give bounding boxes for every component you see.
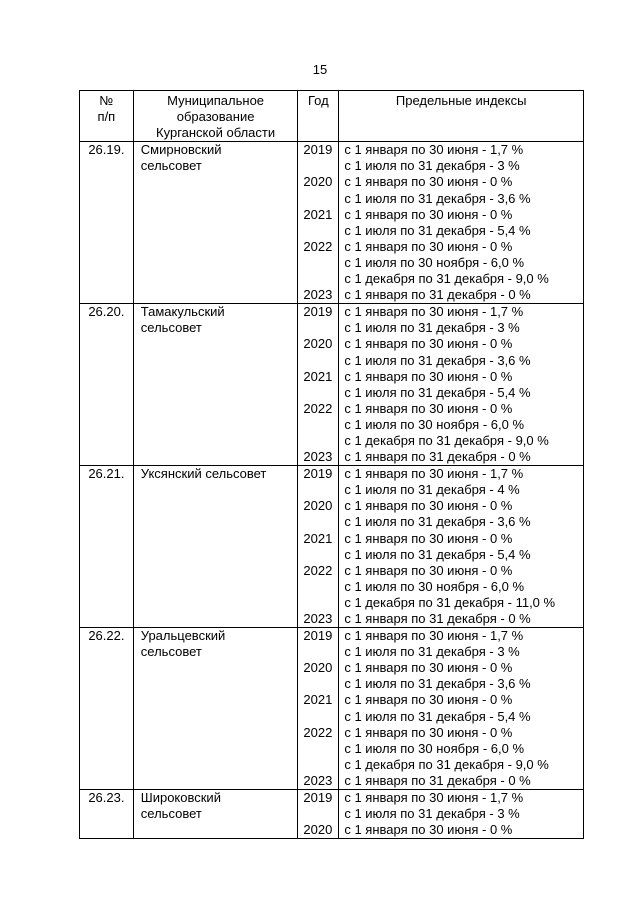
table-body <box>80 142 584 839</box>
table-header-row <box>80 91 584 142</box>
year-cell <box>298 466 339 628</box>
index-line: с 1 января по 30 июня - 0 % <box>344 724 513 740</box>
index-line: с 1 января по 30 июня - 1,7 % <box>344 466 524 482</box>
index-cell <box>339 466 584 628</box>
year-value: 2021 <box>303 368 333 384</box>
table-row <box>80 304 584 466</box>
year-value: 2023 <box>303 772 333 788</box>
year-value: 2021 <box>303 206 333 222</box>
year-cell <box>298 628 339 790</box>
header-year: Год <box>298 91 339 142</box>
index-cell <box>339 304 584 466</box>
year-value <box>298 644 332 660</box>
year-value <box>298 547 332 563</box>
header-municipality-line: Курганской области <box>156 125 276 141</box>
municipality-name <box>133 304 298 466</box>
index-line: с 1 января по 30 июня - 1,7 % <box>344 304 524 320</box>
year-value <box>298 223 332 239</box>
year-value: 2020 <box>303 822 333 838</box>
index-line: с 1 июля по 31 декабря - 3,6 % <box>344 514 531 530</box>
municipality-name <box>133 628 298 790</box>
year-value <box>298 741 332 757</box>
index-line: с 1 января по 30 июня - 0 % <box>344 336 513 352</box>
year-value <box>298 806 332 822</box>
year-value: 2023 <box>303 449 333 465</box>
year-value <box>298 579 332 595</box>
index-line: с 1 января по 31 декабря - 0 % <box>344 611 531 626</box>
year-value: 2022 <box>303 724 333 740</box>
row-number: 26.22. <box>80 628 134 790</box>
year-value: 2020 <box>303 336 333 352</box>
year-value <box>298 271 332 287</box>
municipality-name-line <box>141 482 298 498</box>
year-value: 2019 <box>303 304 333 320</box>
year-value: 2020 <box>303 660 333 676</box>
index-line: с 1 января по 30 июня - 1,7 % <box>344 628 524 644</box>
year-value <box>298 385 332 401</box>
year-value <box>298 255 332 271</box>
index-line: с 1 июля по 31 декабря - 3,6 % <box>344 190 531 206</box>
index-line: с 1 июля по 31 декабря - 3 % <box>344 158 520 174</box>
table-row <box>80 466 584 628</box>
year-cell <box>298 304 339 466</box>
header-number-line: п/п <box>97 109 116 125</box>
index-line: с 1 января по 30 июня - 1,7 % <box>344 142 524 158</box>
year-value: 2020 <box>303 174 333 190</box>
header-municipality-line: Муниципальное <box>167 93 265 108</box>
index-line: с 1 декабря по 31 декабря - 9,0 % <box>344 432 549 448</box>
municipality-name <box>133 466 298 628</box>
index-line: с 1 января по 30 июня - 0 % <box>344 822 513 838</box>
year-value <box>298 433 332 449</box>
index-line: с 1 января по 30 июня - 0 % <box>344 206 513 222</box>
index-line: с 1 января по 30 июня - 0 % <box>344 660 513 676</box>
index-cell <box>339 790 584 839</box>
municipality-name-line: сельсовет <box>140 158 202 174</box>
table-row <box>80 142 584 304</box>
index-cell <box>339 628 584 790</box>
index-line: с 1 января по 30 июня - 0 % <box>344 692 513 708</box>
index-line: с 1 июля по 31 декабря - 5,4 % <box>344 546 531 562</box>
year-value: 2019 <box>303 142 333 158</box>
page-number: 15 <box>312 62 328 77</box>
row-number: 26.20. <box>80 304 134 466</box>
municipality-name-line: Уксянский сельсовет <box>140 466 267 482</box>
municipality-name <box>133 790 298 839</box>
year-cell <box>298 142 339 304</box>
header-municipality <box>133 91 298 142</box>
row-number: 26.19. <box>80 142 134 304</box>
municipality-name-line: сельсовет <box>140 644 202 660</box>
index-line: с 1 января по 31 декабря - 0 % <box>344 287 531 303</box>
row-number: 26.21. <box>80 466 134 628</box>
table-row <box>80 790 584 839</box>
index-line: с 1 января по 31 декабря - 0 % <box>344 449 531 465</box>
year-value: 2022 <box>303 238 333 254</box>
year-value: 2023 <box>303 287 333 303</box>
index-line: с 1 июля по 31 декабря - 5,4 % <box>344 708 531 724</box>
table-row <box>80 628 584 790</box>
year-value <box>298 191 332 207</box>
header-number-line: № <box>99 93 114 108</box>
year-value <box>298 595 332 611</box>
index-line: с 1 января по 30 июня - 0 % <box>344 174 513 190</box>
year-value: 2019 <box>303 628 333 644</box>
year-value <box>298 676 332 692</box>
index-line: с 1 декабря по 31 декабря - 9,0 % <box>344 271 549 287</box>
municipality-name-line: сельсовет <box>140 806 202 822</box>
header-municipality-line: образование <box>176 109 255 125</box>
index-line: с 1 июля по 31 декабря - 3 % <box>344 806 520 822</box>
year-value: 2022 <box>303 400 333 416</box>
index-line: с 1 июля по 30 ноября - 6,0 % <box>344 740 525 756</box>
year-value <box>298 709 332 725</box>
header-number <box>80 91 134 142</box>
index-line: с 1 января по 30 июня - 0 % <box>344 498 513 514</box>
index-line: с 1 июля по 31 декабря - 3 % <box>344 644 520 660</box>
index-cell <box>339 142 584 304</box>
municipality-name-line: Смирновский <box>140 142 222 158</box>
year-value <box>298 320 332 336</box>
index-line: с 1 июля по 31 декабря - 5,4 % <box>344 384 531 400</box>
index-line: с 1 января по 30 июня - 0 % <box>344 368 513 384</box>
tariff-index-table <box>79 90 584 839</box>
municipality-name <box>133 142 298 304</box>
year-value <box>298 482 332 498</box>
index-line: с 1 июля по 30 ноября - 6,0 % <box>344 416 525 432</box>
year-value <box>298 353 332 369</box>
year-value: 2023 <box>303 611 333 626</box>
year-value: 2022 <box>303 562 333 578</box>
header-indices: Предельные индексы <box>339 91 584 142</box>
municipality-name-line: Тамакульский <box>140 304 225 320</box>
municipality-name-line: сельсовет <box>140 320 202 336</box>
year-value: 2019 <box>303 466 333 482</box>
index-line: с 1 июля по 31 декабря - 3,6 % <box>344 352 531 368</box>
index-line: с 1 июля по 31 декабря - 4 % <box>344 482 520 498</box>
year-value: 2019 <box>303 790 333 806</box>
index-line: с 1 декабря по 31 декабря - 11,0 % <box>344 594 556 610</box>
year-value <box>298 158 332 174</box>
index-line: с 1 января по 30 июня - 0 % <box>344 400 513 416</box>
year-value: 2021 <box>303 530 333 546</box>
municipality-name-line: Уральцевский <box>140 628 226 644</box>
year-value <box>298 514 332 530</box>
index-line: с 1 июля по 31 декабря - 5,4 % <box>344 222 531 238</box>
index-line: с 1 января по 30 июня - 0 % <box>344 530 513 546</box>
index-line: с 1 июля по 31 декабря - 3 % <box>344 320 520 336</box>
index-line: с 1 января по 30 июня - 0 % <box>344 562 513 578</box>
year-value: 2020 <box>303 498 333 514</box>
year-value <box>298 417 332 433</box>
year-value: 2021 <box>303 692 333 708</box>
index-line: с 1 июля по 30 ноября - 6,0 % <box>344 578 525 594</box>
year-value <box>298 757 332 773</box>
index-line: с 1 января по 30 июня - 0 % <box>344 238 513 254</box>
index-line: с 1 июля по 30 ноября - 6,0 % <box>344 254 525 270</box>
index-line: с 1 июля по 31 декабря - 3,6 % <box>344 676 531 692</box>
row-number: 26.23. <box>80 790 134 839</box>
year-cell <box>298 790 339 839</box>
index-line: с 1 декабря по 31 декабря - 9,0 % <box>344 756 549 772</box>
index-line: с 1 января по 30 июня - 1,7 % <box>344 790 524 806</box>
index-line: с 1 января по 31 декабря - 0 % <box>344 772 531 788</box>
municipality-name-line: Широковский <box>140 790 221 806</box>
